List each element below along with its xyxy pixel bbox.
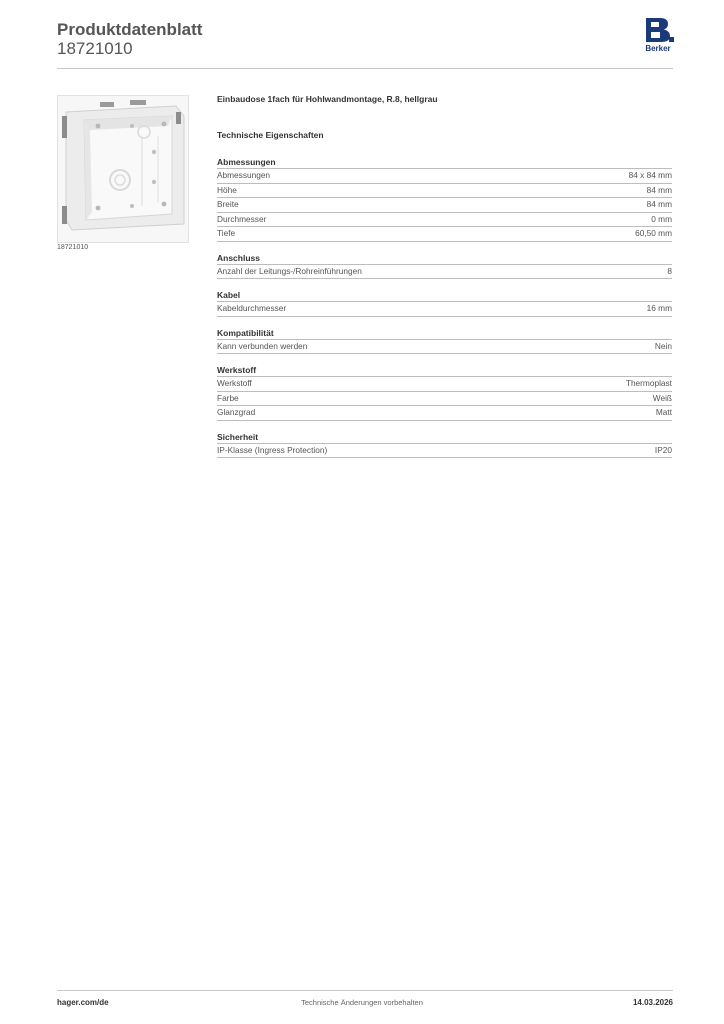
section-title: Sicherheit <box>217 431 672 444</box>
image-caption: 18721010 <box>57 244 89 251</box>
property-value: Thermoplast <box>625 378 672 388</box>
property-label: Farbe <box>217 392 239 403</box>
section-kompatibilit-t <box>217 327 672 355</box>
section-title: Kompatibilität <box>217 327 672 340</box>
property-row <box>217 227 672 242</box>
property-value: Weiß <box>652 392 672 403</box>
property-label: Werkstoff <box>217 378 252 388</box>
property-value: 60,50 mm <box>635 228 672 238</box>
property-row <box>217 302 672 317</box>
product-content <box>217 94 672 458</box>
footer-date: 14.03.2026 <box>632 998 673 1007</box>
property-row <box>217 184 672 199</box>
property-row <box>217 213 672 228</box>
property-value: IP20 <box>654 444 672 455</box>
property-row <box>217 377 672 392</box>
header-divider <box>57 68 673 69</box>
footer-disclaimer: Technische Änderungen vorbehalten <box>301 998 423 1007</box>
property-value: 84 mm <box>646 199 672 209</box>
berker-b-icon <box>640 16 676 44</box>
section-title: Abmessungen <box>217 156 672 169</box>
property-label: Höhe <box>217 184 237 195</box>
property-label: Durchmesser <box>217 213 267 224</box>
property-label: IP-Klasse (Ingress Protection) <box>217 444 328 455</box>
property-label: Tiefe <box>217 228 236 238</box>
property-label: Anzahl der Leitungs-/Rohreinführungen <box>217 265 362 276</box>
logo-text: Berker <box>645 44 671 53</box>
property-value: 8 <box>667 265 672 276</box>
footer-divider <box>57 990 673 991</box>
section-title: Werkstoff <box>217 364 672 377</box>
product-description: Einbaudose 1fach für Hohlwandmontage, R.8, hellgrau <box>217 94 438 104</box>
section-werkstoff <box>217 364 672 421</box>
property-row <box>217 444 672 459</box>
product-image <box>57 95 189 243</box>
property-row <box>217 406 672 421</box>
property-row <box>217 392 672 407</box>
section-kabel <box>217 289 672 317</box>
property-label: Breite <box>217 199 239 209</box>
property-value: Matt <box>655 407 672 417</box>
section-sicherheit <box>217 431 672 459</box>
property-label: Glanzgrad <box>217 407 256 417</box>
property-value: 84 mm <box>646 184 672 195</box>
property-label: Kann verbunden werden <box>217 340 308 351</box>
property-label: Abmessungen <box>217 170 271 180</box>
section-anschluss <box>217 252 672 280</box>
property-value: Nein <box>654 340 672 351</box>
berker-logo <box>640 16 676 56</box>
footer-website: hager.com/de <box>57 998 109 1007</box>
properties-sections <box>217 156 672 458</box>
section-title: Anschluss <box>217 252 672 265</box>
section-abmessungen <box>217 156 672 242</box>
property-label: Kabeldurchmesser <box>217 303 287 313</box>
page-title: Produktdatenblatt <box>57 20 203 39</box>
property-row <box>217 198 672 213</box>
property-value: 16 mm <box>646 303 672 313</box>
technical-properties-title: Technische Eigenschaften <box>217 130 324 140</box>
property-value: 0 mm <box>651 213 672 224</box>
product-number: 18721010 <box>57 39 133 58</box>
property-row <box>217 265 672 280</box>
junction-box-image <box>58 96 188 242</box>
property-value: 84 x 84 mm <box>628 170 672 180</box>
property-row <box>217 340 672 355</box>
section-title: Kabel <box>217 289 672 302</box>
property-row <box>217 169 672 184</box>
